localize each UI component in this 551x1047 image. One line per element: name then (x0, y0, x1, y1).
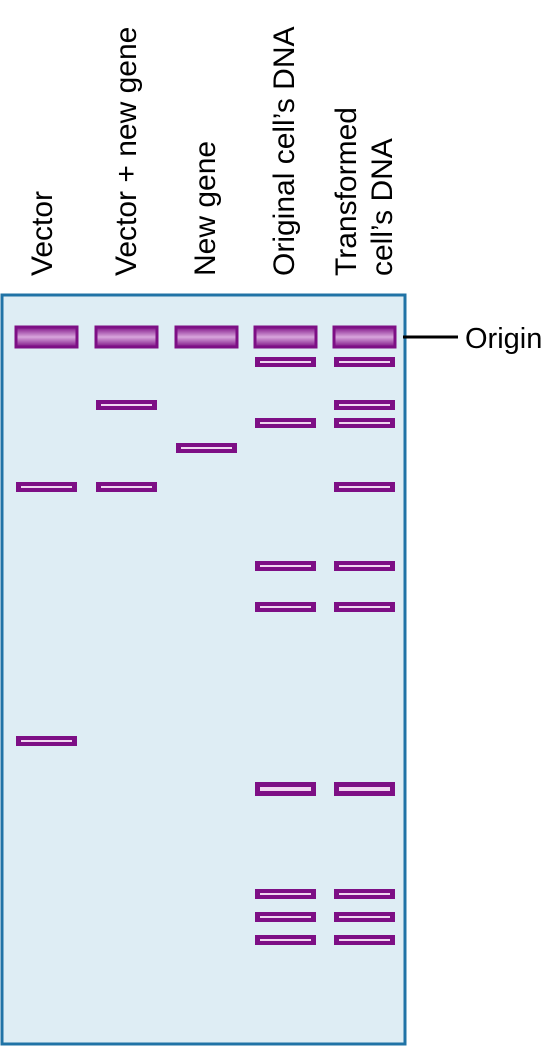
lane-label-vector-new-gene: Vector + new gene (110, 26, 143, 276)
dna-band-highlight (101, 404, 152, 406)
lane-label-vector: Vector (26, 190, 59, 276)
dna-band-highlight (260, 916, 311, 918)
dna-band-highlight (339, 404, 390, 406)
dna-band-highlight (21, 486, 72, 488)
well-band (176, 327, 237, 347)
origin-label: Origin (465, 323, 543, 355)
dna-band-highlight (260, 893, 311, 895)
dna-band-highlight (181, 447, 232, 449)
well-band (334, 327, 395, 347)
dna-band-highlight (339, 486, 390, 488)
well-band (16, 327, 77, 347)
dna-band-highlight (339, 893, 390, 895)
dna-band-highlight (339, 939, 390, 941)
dna-band-highlight (260, 361, 311, 363)
dna-band-highlight (260, 787, 311, 791)
dna-band-highlight (260, 565, 311, 567)
dna-band-highlight (101, 486, 152, 488)
dna-band-highlight (339, 361, 390, 363)
dna-band-highlight (260, 422, 311, 424)
lane-label-original-cells-dna: Original cell’s DNA (268, 26, 301, 276)
well-band (96, 327, 157, 347)
dna-band-highlight (339, 787, 390, 791)
dna-band-highlight (260, 606, 311, 608)
dna-band-highlight (339, 422, 390, 424)
lane-label-new-gene: New gene (189, 140, 222, 276)
lane-labels (26, 26, 399, 276)
well-band (255, 327, 316, 347)
dna-band-highlight (339, 606, 390, 608)
dna-band-highlight (339, 565, 390, 567)
lane-label-transformed-line2: cell’s DNA (366, 138, 399, 276)
dna-band-highlight (339, 916, 390, 918)
lane-label-transformed-line1: Transformed (330, 107, 363, 276)
dna-band-highlight (21, 740, 72, 742)
dna-band-highlight (260, 939, 311, 941)
